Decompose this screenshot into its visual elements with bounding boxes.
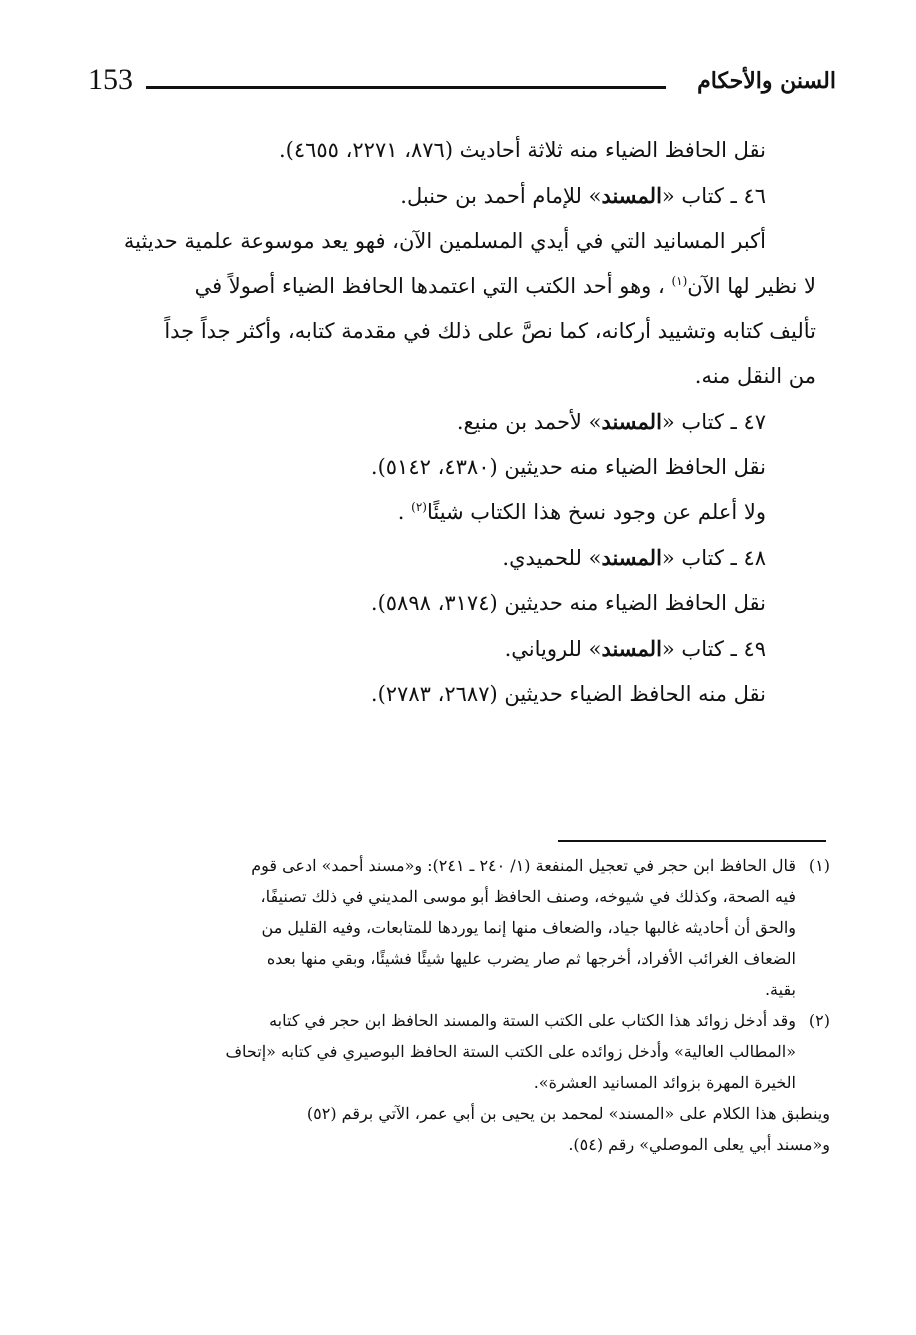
book-entry-49 xyxy=(100,626,816,672)
footnote-line: وينطبق هذا الكلام على «المسند» لمحمد بن يحيى بن أبي عمر، الآتي برقم (٥٢) xyxy=(306,1104,830,1123)
footnotes xyxy=(100,850,830,1160)
text-span: نقل منه الحافظ الضياء حديثين (٢٦٨٧، ٢٧٨٣). xyxy=(370,682,766,706)
text-span: نقل الحافظ الضياء منه ثلاثة أحاديث (٨٧٦، ٢٢٧١، ٤٦٥٥). xyxy=(278,138,766,162)
text-span: من النقل منه. xyxy=(694,364,816,388)
text-line xyxy=(100,490,816,535)
running-title: السنن والأحكام xyxy=(697,68,836,94)
book-entry-46 xyxy=(100,173,816,219)
book-title: المسند xyxy=(601,636,662,661)
text-line xyxy=(100,219,816,264)
entry-number: ٤٩ ـ كتاب « xyxy=(661,637,766,661)
book-title: المسند xyxy=(601,183,662,208)
header-rule xyxy=(146,86,666,89)
text-line xyxy=(100,128,816,173)
book-entry-48 xyxy=(100,535,816,581)
text-span: . xyxy=(397,500,412,524)
text-line xyxy=(100,672,816,717)
book-entry-47 xyxy=(100,399,816,445)
footnote-marker: (١) xyxy=(808,856,830,875)
text-line xyxy=(100,581,816,626)
footnote-1 xyxy=(100,850,830,1005)
footnote-marker: (٢) xyxy=(808,1011,830,1030)
footnote-line: وقد أدخل زوائد هذا الكتاب على الكتب الستة والمسند الحافظ ابن حجر في كتابه xyxy=(269,1011,796,1030)
entry-number: ٤٦ ـ كتاب « xyxy=(661,184,766,208)
footnote-line: و«مسند أبي يعلى الموصلي» رقم (٥٤). xyxy=(568,1135,830,1154)
footnote-line: فيه الصحة، وكذلك في شيوخه، وصنف الحافظ أبو موسى المديني في ذلك تصنيفًا، xyxy=(260,887,796,906)
footnote-body xyxy=(100,850,796,1005)
text-line xyxy=(100,309,816,354)
text-line xyxy=(100,445,816,490)
footnote-line: الضعاف الغرائب الأفراد، أخرجها ثم صار يضرب عليها شيئًا فشيئًا، وبقي منها بعده xyxy=(266,949,796,968)
footnote-ref-1[interactable]: (١) xyxy=(671,274,688,288)
main-text xyxy=(100,128,816,717)
entry-number: ٤٨ ـ كتاب « xyxy=(661,546,766,570)
entry-number: ٤٧ ـ كتاب « xyxy=(661,410,766,434)
text-line xyxy=(100,264,816,309)
footnote-separator xyxy=(558,840,826,842)
text-span: نقل الحافظ الضياء منه حديثين (٣١٧٤، ٥٨٩٨). xyxy=(370,591,766,615)
book-author: » لأحمد بن منيع. xyxy=(456,410,602,434)
footnote-ref-2[interactable]: (٢) xyxy=(411,500,427,514)
text-span: ولا أعلم عن وجود نسخ هذا الكتاب شيئًا xyxy=(426,500,766,524)
footnote-line: «المطالب العالية» وأدخل زوائده على الكتب الستة الحافظ البوصيري في كتابه «إتحاف xyxy=(225,1042,796,1061)
text-span: نقل الحافظ الضياء منه حديثين (٤٣٨٠، ٥١٤٢). xyxy=(370,455,766,479)
book-author: » للإمام أحمد بن حنبل. xyxy=(400,184,602,208)
footnote-line: قال الحافظ ابن حجر في تعجيل المنفعة (١/ ٢٤٠ ـ ٢٤١): و«مسند أحمد» ادعى قوم xyxy=(251,856,796,875)
page-header xyxy=(88,62,836,106)
book-title: المسند xyxy=(601,409,662,434)
footnote-line: بقية. xyxy=(764,980,796,999)
footnote-line: الخيرة المهرة بزوائد المسانيد العشرة». xyxy=(533,1073,796,1092)
text-span: لا نظير لها الآن xyxy=(687,274,816,298)
footnote-line: والحق أن أحاديثه غالبها جياد، والضعاف منها إنما يوردها للمتابعات، وفيه القليل من xyxy=(261,918,796,937)
text-line xyxy=(100,354,816,399)
book-title: المسند xyxy=(601,545,662,570)
text-span: تأليف كتابه وتشييد أركانه، كما نصَّ على ذلك في مقدمة كتابه، وأكثر جداً جداً xyxy=(164,319,816,343)
text-span: ، وهو أحد الكتب التي اعتمدها الحافظ الضياء أصولاً في xyxy=(194,274,672,298)
book-author: » للروياني. xyxy=(504,637,602,661)
text-span: أكبر المسانيد التي في أيدي المسلمين الآن، فهو يعد موسوعة علمية حديثية xyxy=(123,229,766,253)
footnote-2 xyxy=(100,1005,830,1098)
page-number: 153 xyxy=(88,63,133,96)
book-author: » للحميدي. xyxy=(502,546,602,570)
footnote-body xyxy=(100,1005,796,1098)
